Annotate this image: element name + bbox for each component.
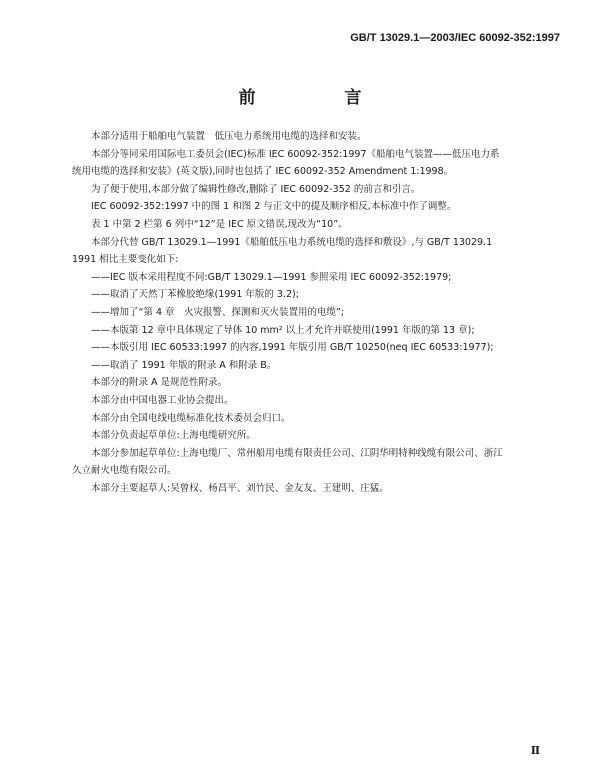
paragraph-adoption-line1: 本部分等同采用国际电工委员会(IEC)标准 IEC 60092-352:1997《船舶电气装置——低压电力系 xyxy=(91,148,500,160)
change-item: ——本版引用 IEC 60533:1997 的内容,1991 年版引用 GB/T 10250(neq IEC 60533:1977); xyxy=(91,342,494,354)
standard-code: GB/T 13029.1—2003/IEC 60092-352:1997 xyxy=(350,32,560,44)
paragraph-drafters: 本部分主要起草人:吴曾权、杨昌平、刘竹民、金友友、王建明、庄猛。 xyxy=(91,482,389,494)
change-item: ——本版第 12 章中具体规定了导体 10 mm² 以上才允许并联使用(1991 年版的第 13 章); xyxy=(91,324,475,336)
paragraph-replaces-line1: 本部分代替 GB/T 13029.1—1991《船舶低压电力系统电缆的选择和敷设》,与 GB/T 13029.1 xyxy=(91,236,493,248)
paragraph-replaces-line2: 1991 相比主要变化如下: xyxy=(72,254,179,266)
paragraph-committee: 本部分由全国电线电缆标准化技术委员会归口。 xyxy=(91,412,291,424)
paragraph-participants-line1: 本部分参加起草单位:上海电缆厂、常州船用电缆有限责任公司、江阴华明特种线缆有限公司、浙江 xyxy=(91,447,503,459)
change-item: ——IEC 版本采用程度不同:GB/T 13029.1—1991 参照采用 IEC 60092-352:1979; xyxy=(91,271,452,283)
paragraph-editorial: 为了便于使用,本部分做了编辑性修改,删除了 IEC 60092-352 的前言和引言。 xyxy=(91,183,421,195)
change-item: ——取消了 1991 年版的附录 A 和附录 B。 xyxy=(91,359,277,371)
paragraph-figures: IEC 60092-352:1997 中的图 1 和图 2 与正文中的提及顺序相反,本标准中作了调整。 xyxy=(91,201,457,213)
paragraph-adoption-line2: 统用电缆的选择和安装》(英文版),同时也包括了 IEC 60092-352 Amendment 1:1998。 xyxy=(72,166,454,178)
paragraph-annex: 本部分的附录 A 是规范性附录。 xyxy=(91,377,228,389)
page-number: Ⅱ xyxy=(530,744,540,757)
change-item: ——增加了“第 4 章 火灾报警、探测和灭火装置用的电缆”; xyxy=(91,306,345,318)
page-title: 前 言 xyxy=(238,88,398,108)
paragraph-proposer: 本部分由中国电器工业协会提出。 xyxy=(91,394,234,406)
foreword-body xyxy=(72,128,552,497)
paragraph-participants-line2: 久立耐火电缆有限公司。 xyxy=(72,465,177,477)
paragraph-lead-drafter: 本部分负责起草单位:上海电缆研究所。 xyxy=(91,430,256,442)
paragraph-scope: 本部分适用于船舶电气装置 低压电力系统用电缆的选择和安装。 xyxy=(91,131,367,142)
change-item: ——取消了天然丁苯橡胶绝缘(1991 年版的 3.2); xyxy=(91,289,299,301)
paragraph-table-fix: 表 1 中第 2 栏第 6 列中“12”是 IEC 原文错误,现改为“10”。 xyxy=(91,218,348,230)
